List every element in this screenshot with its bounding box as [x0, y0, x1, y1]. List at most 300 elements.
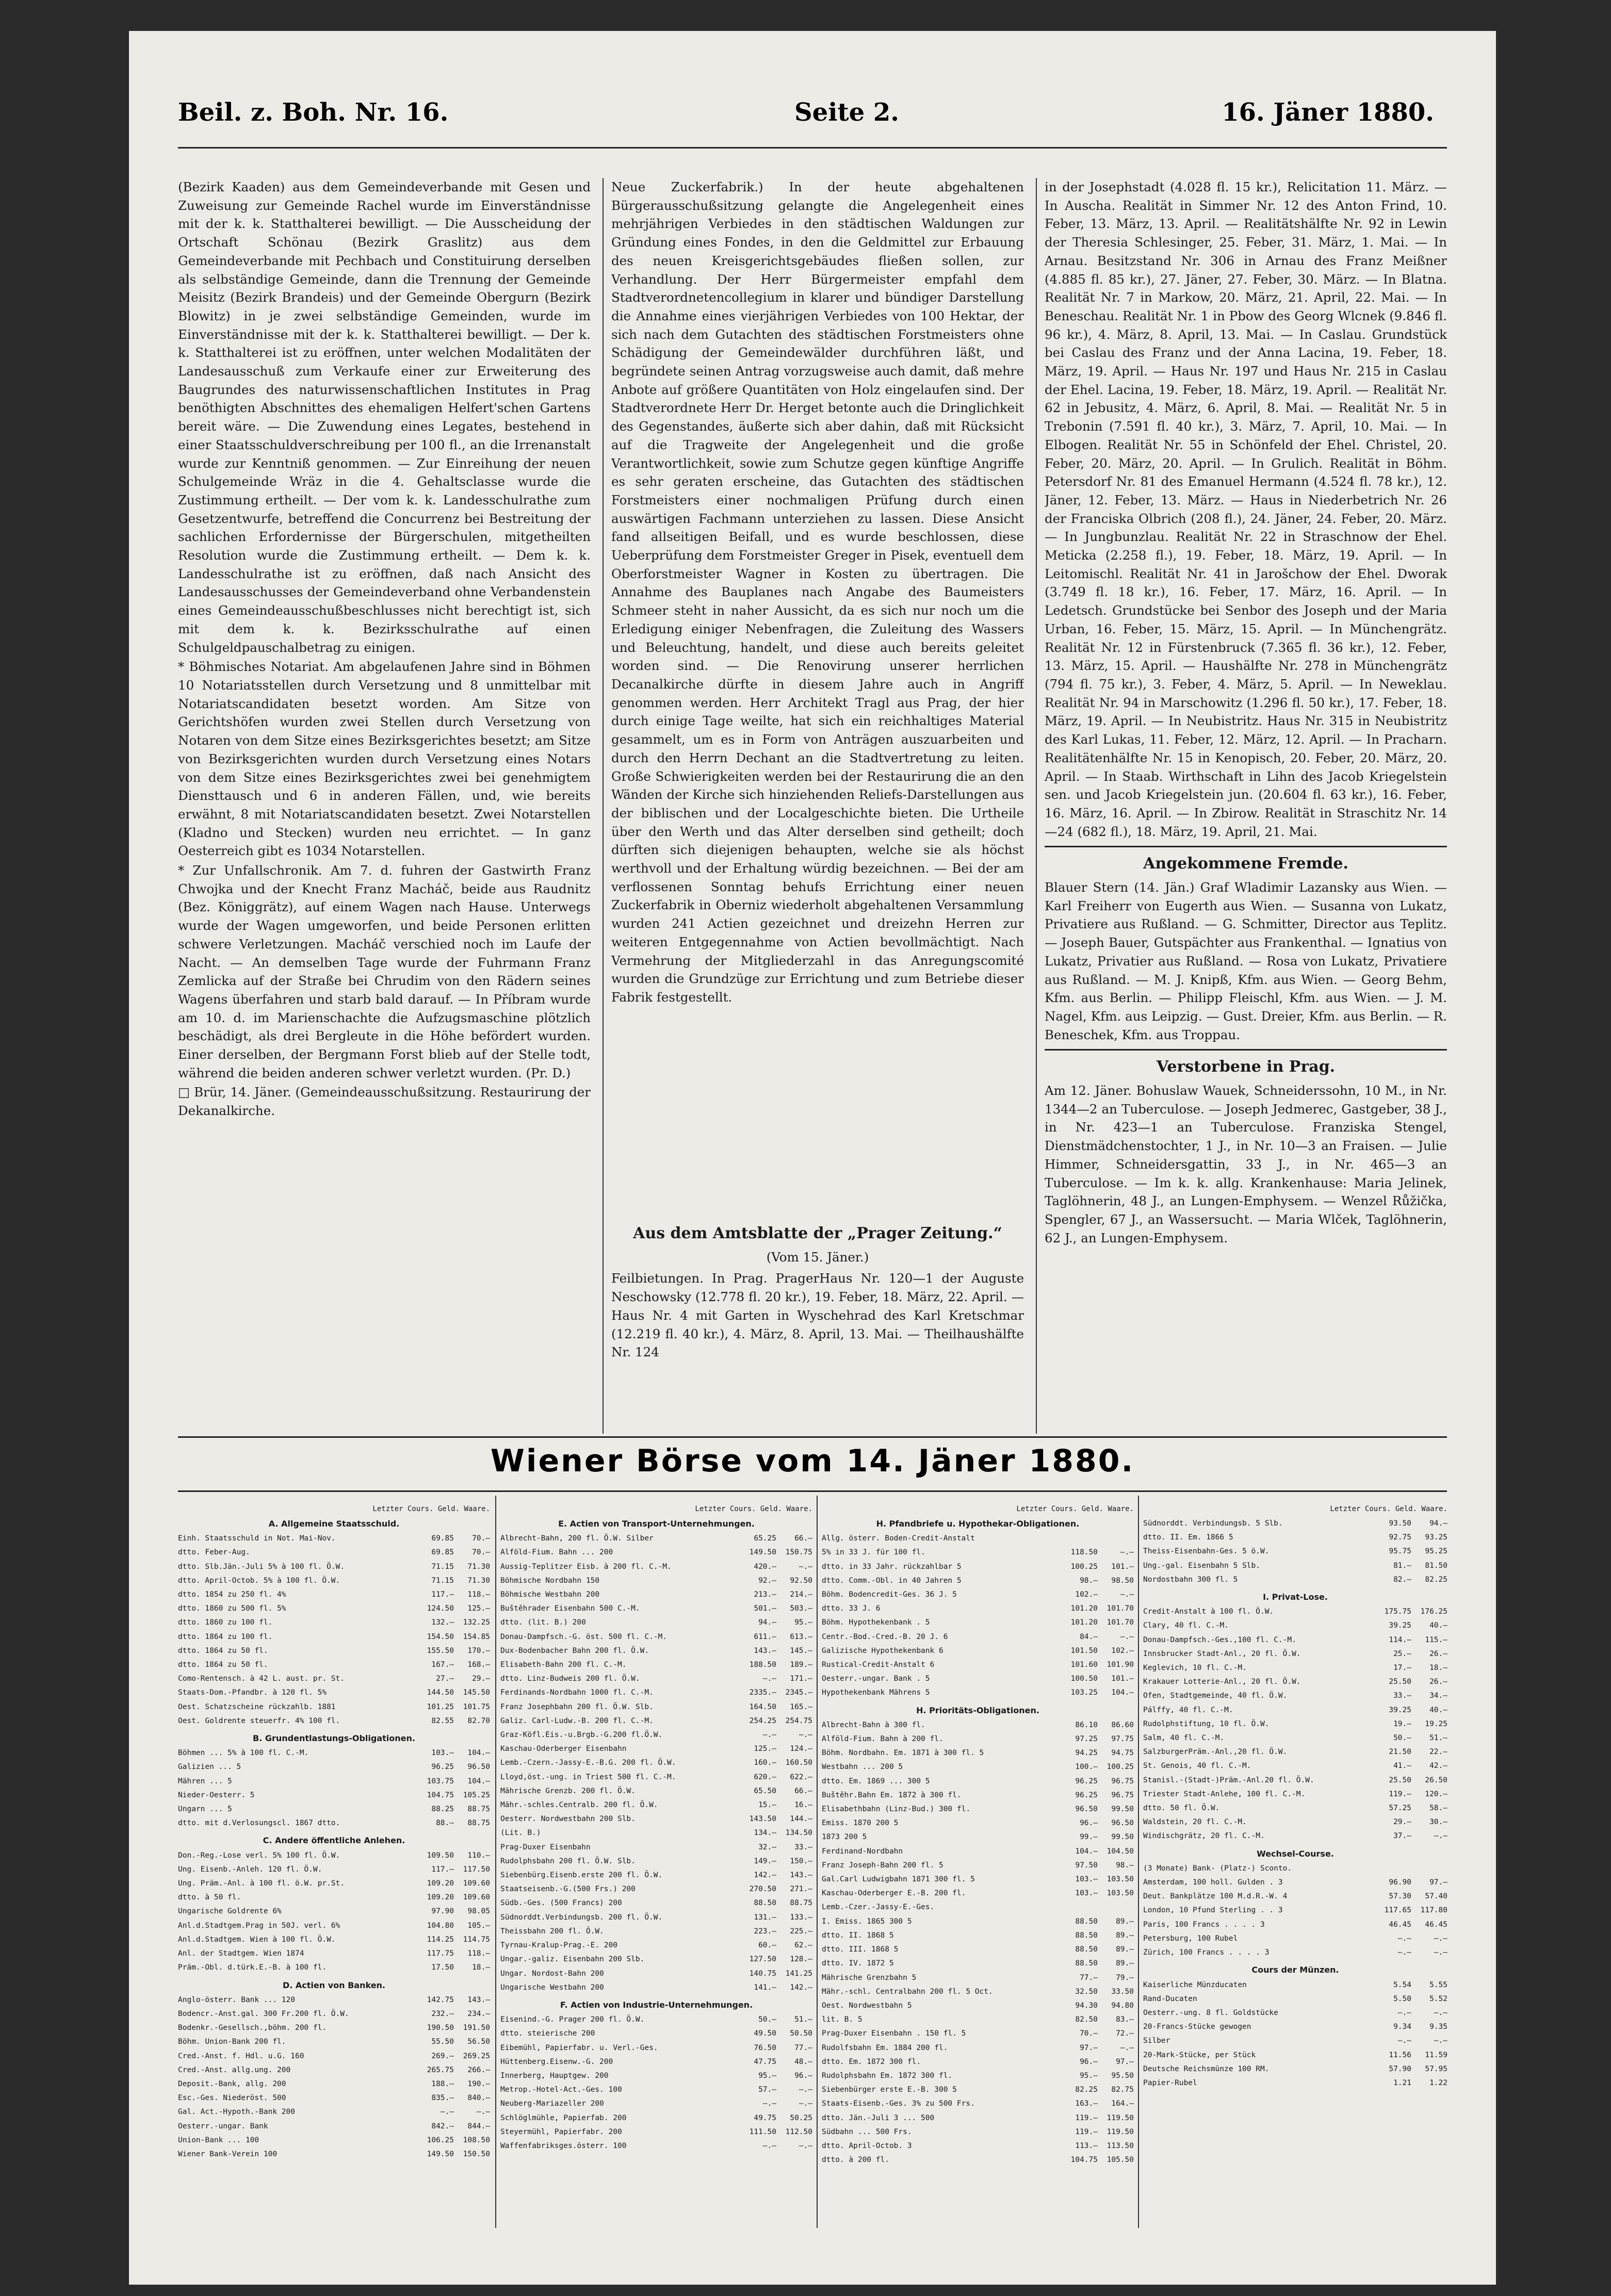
geld-value: 41.— [1393, 1762, 1411, 1770]
waare-value: 225.— [790, 1927, 812, 1936]
geld-value: 501.— [754, 1604, 776, 1613]
waare-value: 164.— [1111, 2100, 1134, 2108]
exchange-row [178, 1700, 490, 1714]
geld-value: 57.90 [1389, 2064, 1411, 2073]
geld-value: 88.50 [1075, 1917, 1098, 1926]
waare-value: —.— [1434, 1934, 1447, 1943]
geld-value: 163.— [1075, 2100, 1098, 2108]
waare-value: 118.— [467, 1949, 490, 1958]
waare-value: 92.50 [790, 1576, 812, 1585]
security-name: Union-Bank ... 100 [178, 2136, 259, 2144]
geld-value: 101.25 [427, 1702, 454, 1711]
security-name: dtto. 1854 zu 250 fl. 4% [178, 1590, 286, 1599]
security-name: Oesterr.-ung. 8 fl. Goldstücke [1143, 2008, 1278, 2017]
waare-value: 103.50 [1106, 1875, 1134, 1884]
security-name: 20-Francs-Stücke gewogen [1143, 2023, 1251, 2031]
security-name: Eibemühl, Papierfabr. u. Verl.-Ges. [500, 2043, 658, 2052]
geld-value: 88.50 [1075, 1931, 1098, 1940]
geld-value: 5.54 [1393, 1980, 1411, 1989]
exchange-row [822, 1915, 1134, 1929]
waare-value: 101.70 [1106, 1618, 1134, 1627]
waare-value: 189.— [790, 1661, 812, 1669]
waare-value: 109.60 [463, 1879, 490, 1888]
waare-value: 269.25 [463, 2052, 490, 2060]
security-name: Nordostbahn 300 fl. 5 [1143, 1575, 1238, 1584]
geld-value: 47.75 [754, 2057, 776, 2066]
waare-value: 844.— [467, 2122, 490, 2130]
waare-value: 266.— [467, 2065, 490, 2074]
exchange-row [822, 1560, 1134, 1574]
geld-value: 92.— [758, 1576, 776, 1585]
waare-value: 96.75 [1111, 1791, 1134, 1799]
waare-value: 89.— [1116, 1931, 1134, 1940]
exchange-row [1143, 1745, 1447, 1759]
exchange-row [500, 1714, 812, 1728]
security-name: dtto. in 33 Jahr. rückzahlbar 5 [822, 1562, 962, 1571]
amtsblatt-text: Feilbietungen. In Prag. PragerHaus Nr. 120—1 der Auguste Neschowsky (12.778 fl. 20 kr.), 19. Feber, 18. März, 22. April. — Haus Nr. 4 mit Garten in Wyschehrad des Karl Kretschmar (12.219 fl. 40 kr.), 4. März, 8. April, 13. Mai. — Theilhaushälfte Nr. 124 [611, 1271, 1024, 1360]
column-divider [603, 178, 604, 1434]
exchange-row [822, 1816, 1134, 1830]
security-name: Kaschau-Oderberger Eisenbahn [500, 1745, 627, 1753]
security-name: Rudolphsbahn 200 fl. Ö.W. Slb. [500, 1857, 636, 1865]
exchange-row [1143, 1992, 1447, 2006]
geld-value: 94.30 [1075, 2001, 1098, 2010]
waare-value: 51.— [794, 2015, 812, 2024]
security-name: Mähr.-schles.Centralb. 200 fl. Ö.W. [500, 1801, 658, 1810]
geld-value: 76.50 [754, 2043, 776, 2052]
security-name: Alföld-Fium. Bahn ... 200 [500, 1548, 613, 1557]
geld-value: 81.— [1393, 1561, 1411, 1570]
security-name: Eisenind.-G. Prager 200 fl. Ö.W. [500, 2015, 645, 2024]
security-name: (3 Monate) Bank- (Platz-) Sconto. [1143, 1864, 1292, 1873]
security-name: Tyrnau-Kralup-Prag.-E. 200 [500, 1941, 617, 1950]
exchange-divider [817, 1496, 818, 2228]
security-name: Oest. Schatzscheine rückzahlb. 1881 [178, 1702, 336, 1711]
waare-value: 105.25 [463, 1791, 490, 1799]
security-name: dtto. Em. 1869 ... 300 5 [822, 1777, 930, 1785]
security-name: Pálffy, 40 fl. C.-M. [1143, 1705, 1233, 1714]
security-name: Oesterr.-ungar. Bank [178, 2122, 268, 2130]
waare-value: —.— [1434, 2008, 1447, 2017]
exchange-row [500, 1574, 812, 1588]
exchange-row [178, 1802, 490, 1816]
security-name: Emiss. 1870 200 5 [822, 1819, 899, 1828]
security-name: Elisabeth-Bahn 200 fl. C.-M. [500, 1661, 627, 1669]
waare-value: 58.— [1429, 1804, 1447, 1813]
security-name: Theiss-Eisenbahn-Ges. 5 ö.W. [1143, 1547, 1270, 1556]
waare-value: 51.— [1429, 1734, 1447, 1743]
exchange-section-heading: I. Privat-Lose. [1263, 1592, 1328, 1602]
waare-value: 40.— [1429, 1621, 1447, 1630]
exchange-top-rule [178, 1436, 1447, 1438]
waare-value: 30.— [1429, 1818, 1447, 1827]
geld-value: 154.50 [427, 1632, 454, 1641]
exchange-row [178, 1574, 490, 1588]
waare-value: 104.50 [1106, 1847, 1134, 1856]
security-name: Böhm. Nordbahn. Em. 1871 à 300 fl. 5 [822, 1749, 984, 1758]
waare-value: 117.80 [1420, 1906, 1447, 1915]
waare-value: 72.— [1116, 2029, 1134, 2038]
exchange-row [500, 2083, 812, 2097]
geld-value: 17.50 [431, 1963, 454, 1972]
security-name: I. Emiss. 1865 300 5 [822, 1917, 912, 1926]
exchange-row [500, 1911, 812, 1925]
security-name: Oest. Nordwestbahn 5 [822, 2001, 912, 2010]
geld-value: 37.— [1393, 1832, 1411, 1841]
waare-value: 101.75 [463, 1702, 490, 1711]
security-name: Siebenbürg.Eisenb.erste 200 fl. Ö.W. [500, 1871, 663, 1880]
geld-value: 88.25 [431, 1805, 454, 1814]
waare-value: 57.40 [1425, 1892, 1447, 1901]
geld-value: 29.— [1393, 1818, 1411, 1827]
article-paragraph: * Zur Unfallschronik. Am 7. d. fuhren der Gastwirth Franz Chwojka und der Knecht Franz Macháč, beide aus Raudnitz (Bez. Königgrätz), auf einem Wagen nach Hause. Unterwegs wurde der Wagen umgeworfen, und beide Personen erlitten schwere Verletzungen. Macháč verschied noch im Laufe der Nacht. — An demselben Tage wurde der Fuhrmann Franz Zemlicka auf der Straße bei Chrudim von den Rädern seines Wagens überfahren und starb bald darauf. — In Příbram wurde am 10. d. im Marienschachte die Aufzugsmaschine plötzlich beschädigt, als drei Bergleute in die Höhe befördert wurden. Einer derselben, der Bergmann Forst blieb auf der Stelle todt, während die beiden anderen schwer verletzt wurden. (Pr. D.) [178, 863, 591, 1080]
waare-value: 105.— [467, 1921, 490, 1930]
geld-value: 142.75 [427, 1995, 454, 2004]
column-divider [1036, 178, 1037, 1434]
exchange-row [1143, 2034, 1447, 2048]
security-name: Südnorddt.Verbindungsb. 200 fl. Ö.W. [500, 1913, 663, 1922]
exchange-section-heading: C. Andere öffentliche Anlehen. [263, 1835, 405, 1846]
geld-value: 97.25 [1075, 1735, 1098, 1744]
exchange-row [178, 1560, 490, 1574]
waare-value: 66.— [794, 1534, 812, 1543]
security-name: Deposit.-Bank, allg. 200 [178, 2079, 286, 2088]
article-paragraph: □ Brür, 14. Jäner. (Gemeindeausschußsitzung. Restaurirung der Dekanalkirche. [178, 1085, 591, 1119]
security-name: Windischgrätz, 20 fl. C.-M. [1143, 1832, 1265, 1841]
exchange-row [500, 1630, 812, 1644]
waare-value: 100.25 [1106, 1763, 1134, 1772]
security-name: Rudolphstiftung, 10 fl. Ö.W. [1143, 1719, 1270, 1728]
waare-value: 110.— [467, 1851, 490, 1860]
waare-value: 117.50 [463, 1865, 490, 1874]
security-name: Esc.-Ges. Niederöst. 500 [178, 2094, 286, 2103]
exchange-row [178, 2091, 490, 2105]
geld-value: —.— [440, 2108, 454, 2117]
waare-value: 104.— [467, 1749, 490, 1758]
security-name: Deutsche Reichsmünze 100 RM. [1143, 2064, 1270, 2073]
security-name: Ofen, Stadtgemeinde, 40 fl. Ö.W. [1143, 1692, 1288, 1700]
security-name: 5% in 33 J. für 100 fl. [822, 1548, 925, 1557]
waare-value [1411, 1862, 1447, 1876]
security-name: Innsbrucker Stadt-Anl., 20 fl. Ö.W. [1143, 1649, 1301, 1658]
security-name: Siebenbürger erste E.-B. 300 5 [822, 2086, 957, 2094]
geld-value: 100.25 [1070, 1562, 1098, 1571]
security-name: (Lit. B.) [500, 1829, 541, 1838]
issue-date: 16. Jäner 1880. [1222, 98, 1434, 127]
exchange-row [500, 1784, 812, 1798]
waare-value: 71.30 [467, 1562, 490, 1571]
exchange-row [178, 1891, 490, 1905]
waare-value: 5.52 [1429, 1994, 1447, 2003]
geld-value: 265.75 [427, 2065, 454, 2074]
exchange-row [822, 2153, 1134, 2167]
security-name: Prag-Duxer Eisenbahn . 150 fl. 5 [822, 2029, 966, 2038]
exchange-row [1143, 1759, 1447, 1773]
geld-value: 96.50 [1075, 1805, 1098, 1814]
exchange-row [500, 1756, 812, 1770]
waare-value: —.— [1434, 2037, 1447, 2045]
security-name: Krakauer Lotterie-Anl., 20 fl. Ö.W. [1143, 1678, 1301, 1686]
exchange-row [178, 2147, 490, 2161]
geld-value: 49.75 [754, 2113, 776, 2122]
exchange-section-heading: H. Pfandbriefe u. Hypothekar-Obligationen. [876, 1519, 1080, 1529]
exchange-row [500, 2055, 812, 2069]
waare-value: 89.— [1116, 1945, 1134, 1954]
section-rule [1045, 846, 1447, 847]
security-name: Rudolfsbahn Em. 1884 200 fl. [822, 2043, 948, 2052]
geld-value: 270.50 [749, 1885, 776, 1894]
security-name: dtto. 50 fl. Ö.W. [1143, 1804, 1220, 1813]
security-name: Mähren ... 5 [178, 1777, 232, 1785]
exchange-row [822, 1887, 1134, 1900]
waare-value: 48.— [794, 2057, 812, 2066]
geld-value: 49.50 [754, 2029, 776, 2038]
geld-value: 143.— [754, 1646, 776, 1655]
geld-value [1067, 1900, 1098, 1914]
waare-value: 150.75 [785, 1548, 812, 1557]
waare-value: —.— [1434, 1948, 1447, 1957]
exchange-row [500, 1868, 812, 1882]
geld-value: 140.75 [749, 1969, 776, 1978]
geld-value: 88.50 [1075, 1945, 1098, 1954]
column-2 [611, 178, 1024, 1204]
waare-value: 5.55 [1429, 1980, 1447, 1989]
waare-value: 124.— [790, 1745, 812, 1753]
security-name: Kaiserliche Münzducaten [1143, 1980, 1247, 1989]
geld-value: 117.— [431, 1590, 454, 1599]
exchange-row [178, 1789, 490, 1802]
exchange-row [1143, 1619, 1447, 1633]
security-name: Hüttenberg.Eisenw.-G. 200 [500, 2057, 613, 2066]
waare-value: —.— [1434, 1832, 1447, 1841]
geld-value: 125.— [754, 1745, 776, 1753]
geld-value: 50.— [1393, 1734, 1411, 1743]
exchange-row [178, 1532, 490, 1546]
security-name: dtto. Em. 1872 300 fl. [822, 2057, 921, 2066]
geld-value: 25.50 [1389, 1678, 1411, 1686]
security-name: dtto. Linz-Budweis 200 fl. Ö.W. [500, 1675, 640, 1683]
waare-value: 143.— [790, 1871, 812, 1880]
security-name: Lemb.-Czern.-Jassy-E.-B.G. 200 fl. Ö.W. [500, 1759, 676, 1767]
waare-value: —.— [799, 2086, 812, 2094]
security-name: Wiener Bank-Verein 100 [178, 2150, 278, 2158]
security-name: Donau-Dampfsch.-Ges.,100 fl. C.-M. [1143, 1635, 1296, 1644]
exchange-row [1143, 1647, 1447, 1661]
geld-value: 190.50 [427, 2024, 454, 2032]
geld-value: 96.25 [431, 1763, 454, 1772]
exchange-row [500, 1532, 812, 1546]
security-name: Franz Josephbahn 200 fl. Ö.W. Slb. [500, 1702, 654, 1711]
security-name: dtto. April-Octob. 3 [822, 2141, 912, 2150]
geld-value: 117.65 [1384, 1906, 1411, 1915]
waare-value: 271.— [790, 1885, 812, 1894]
security-name: Alföld-Fium. Bahn à 200 fl. [822, 1735, 943, 1744]
geld-value: 149.50 [427, 2150, 454, 2158]
geld-value: 65.50 [754, 1786, 776, 1795]
geld-value: 32.50 [1075, 1987, 1098, 1996]
exchange-row [822, 2083, 1134, 2097]
security-name: Waldstein, 20 fl. C.-M. [1143, 1818, 1247, 1827]
exchange-column-4 [1143, 1505, 1447, 2090]
page-header [129, 98, 1496, 139]
geld-value: 842.— [431, 2122, 454, 2130]
geld-value: 223.— [754, 1927, 776, 1936]
exchange-row [178, 1546, 490, 1560]
waare-value: 82.75 [1111, 2086, 1134, 2094]
exchange-row [1143, 1946, 1447, 1960]
security-name: dtto. April-Octob. 5% à 100 fl. Ö.W. [178, 1576, 340, 1585]
newspaper-page [129, 31, 1496, 2285]
geld-value: 21.50 [1389, 1748, 1411, 1757]
waare-value: 98.— [1116, 1861, 1134, 1869]
security-name: dtto. 1860 zu 500 fl. 5% [178, 1604, 286, 1613]
waare-value: 101.70 [1106, 1604, 1134, 1613]
exchange-row [178, 2077, 490, 2091]
waare-value: 33.— [794, 1843, 812, 1851]
exchange-title: Wiener Börse vom 14. Jäner 1880. [490, 1443, 1135, 1479]
geld-value: 55.50 [431, 2038, 454, 2046]
security-name: Buštěhrader Eisenbahn 500 C.-M. [500, 1604, 640, 1613]
geld-value: 106.25 [427, 2136, 454, 2144]
exchange-row [178, 1714, 490, 1728]
security-name: Staats-Eisenb.-Ges. 3% zu 500 Frs. [822, 2100, 975, 2108]
section-rule [1045, 1049, 1447, 1051]
waare-value: 109.60 [463, 1893, 490, 1902]
waare-value: 99.50 [1111, 1833, 1134, 1842]
waare-value: 118.— [467, 1590, 490, 1599]
security-name: Präm.-Obl. d.türk.E.-B. à 100 fl. [178, 1963, 327, 1972]
exchange-row [822, 1658, 1134, 1672]
exchange-column-3 [822, 1505, 1134, 2167]
geld-value: 96.— [1080, 2057, 1098, 2066]
waare-value: 150.— [790, 1857, 812, 1865]
exchange-row [822, 1644, 1134, 1658]
geld-value: 103.75 [427, 1777, 454, 1785]
security-name: Südnorddt. Verbindungsb. 5 Slb. [1143, 1519, 1283, 1528]
exchange-row [500, 1798, 812, 1812]
security-name: Ungarn ... 5 [178, 1805, 232, 1814]
geld-value: —.— [1397, 2008, 1411, 2017]
fremde-title: Angekommene Fremde. [1143, 855, 1348, 873]
exchange-section-heading: E. Actien von Transport-Unternehmungen. [558, 1519, 755, 1529]
security-name: Böhm. Union-Bank 200 fl. [178, 2038, 286, 2046]
security-name: Zürich, 100 Francs . . . . 3 [1143, 1948, 1270, 1957]
geld-value: 99.— [1080, 1833, 1098, 1842]
geld-value: 144.50 [427, 1688, 454, 1697]
geld-value: 97.90 [431, 1907, 454, 1916]
waare-value: 108.50 [463, 2136, 490, 2144]
exchange-row [822, 1746, 1134, 1760]
security-name: dtto. II. Em. 1866 5 [1143, 1533, 1233, 1542]
security-name: Böhmen ... 5% à 100 fl. C.-M. [178, 1749, 309, 1758]
waare-value: 88.75 [467, 1819, 490, 1828]
security-name: dtto. Jän.-Juli 3 ... 500 [822, 2113, 935, 2122]
security-name: Buštěhr.Bahn Em. 1872 à 300 fl. [822, 1791, 962, 1799]
article-paragraph: Neue Zuckerfabrik.) In der heute abgehaltenen Bürgerausschußsitzung gelangte die Angelegenheit eines mehrjährigen Verbiedes in den städtischen Waldungen zur Gründung eines Fondes, in den die Geldmittel zur Erbauung des neuen Kreisgerichtsgebäudes fließen sollen, zur Verhandlung. Der Herr Bürgermeister empfahl dem Stadtverordnetencollegium in klarer und bündiger Darstellung die Annahme eines vierjährigen Verbiedes von 100 Hektar, der sich nach dem Gutachten des städtischen Forstmeisters ohne Schädigung der Gemeindewälder durchführen läßt, und begründete seinen Antrag vorzugsweise auch damit, daß mehre Anbote auf größere Quantitäten von Holz eingelaufen sind. Der Stadtverordnete Herr Dr. Herget betonte auch die Dringlichkeit des Gegenstandes, äußerte sich aber dahin, daß mit Rücksicht auf die Tragweite der Angelegenheit und die große Verantwortlichkeit, sowie zum Schutze gegen künftige Angriffe es sehr geraten erscheine, das Gutachten des städtischen Forstmeisters einer nochmaligen Prüfung durch einen auswärtigen Fachmann unterziehen zu lassen. Diese Ansicht fand allseitigen Beifall, und es wurde beschlossen, diese Ueberprüfung dem Forstmeister Greger in Pisek, eventuell dem Oberforstmeister Wagner in Kosten zu übertragen. Die Annahme des Bauplanes nach Angabe des Baumeisters Schmeer steht in naher Aussicht, da es sich nur noch um die Erledigung einiger Nebenfragen, die Zuleitung des Wassers und Beleuchtung, handelt, und diese auch bereits geleitet worden sind. — Die Renovirung unserer herrlichen Decanalkirche dürfte in diesem Jahre auch in Angriff genommen werden. Herr Architekt Tragl aus Prag, der hier durch einige Tage weilte, hat sich ein reichhaltiges Material gesammelt, um es in Form von Anträgen auszuarbeiten und durch den Herrn Dechant an die Stadtvertretung zu leiten. Große Schwierigkeiten werden bei der Restaurirung die an den Wänden der Kirche sich hinziehenden Reliefs-Darstellungen aus der biblischen und der Localgeschichte bieten. Die Urtheile über den Werth und das Alter derselben sind getheilt; doch dürften sich diejenigen behaupten, welche sie als höchst werthvoll und der Erhaltung würdig bezeichnen. — Bei der am verflossenen Sonntag behufs Errichtung einer neuen Zuckerfabrik in Oberniz wiederholt abgehaltenen Versammlung wurden 241 Actien gezeichnet und dreizehn Herren zur weiteren Entgegennahme von Actien bevollmächtigt. Nach Vermehrung der Mitgliederzahl in das Anregungscomité wurden die Grundzüge zur Errichtung und zum Betriebe dieser Fabrik festgestellt. [611, 179, 1024, 1005]
exchange-row [500, 2139, 812, 2153]
exchange-row [500, 1953, 812, 1966]
waare-value: 101.— [1111, 1562, 1134, 1571]
waare-value: 160.50 [785, 1759, 812, 1767]
waare-value: 98.50 [1111, 1576, 1134, 1585]
waare-value: 134.50 [785, 1829, 812, 1838]
security-name: Papier-Rubel [1143, 2078, 1197, 2087]
waare-value: 83.— [1116, 2015, 1134, 2024]
security-name: Donau-Dampfsch.-G. öst. 500 fl. C.-M. [500, 1632, 668, 1641]
security-name: Mährische Grenzb. 200 fl. Ö.W. [500, 1786, 636, 1795]
geld-value: 103.— [1075, 1875, 1098, 1884]
security-name: Lemb.-Czer.-Jassy-E.-Ges. [822, 1903, 935, 1912]
exchange-row [822, 2097, 1134, 2111]
geld-value: 104.— [1075, 1847, 1098, 1856]
column-1 [178, 178, 591, 1121]
waare-value: 89.— [1116, 1959, 1134, 1968]
waare-value: —.— [799, 2141, 812, 2150]
geld-value: 104.80 [427, 1921, 454, 1930]
geld-value: 111.50 [749, 2127, 776, 2136]
geld-value: 143.50 [749, 1815, 776, 1824]
exchange-row [178, 2007, 490, 2021]
geld-value: 88.— [436, 1819, 454, 1828]
geld-value: 119.— [1075, 2127, 1098, 2136]
exchange-row [1143, 1531, 1447, 1545]
waare-value: 104.— [1111, 1688, 1134, 1697]
geld-value: 96.90 [1389, 1878, 1411, 1887]
waare-value: 96.50 [467, 1763, 490, 1772]
security-name: Albrecht-Bahn, 200 fl. Ö.W. Silber [500, 1534, 654, 1543]
waare-value: 622.— [790, 1773, 812, 1781]
security-name: Anglo-österr. Bank ... 120 [178, 1995, 295, 2004]
exchange-row [178, 2063, 490, 2077]
geld-value: —.— [1397, 2037, 1411, 2045]
exchange-row [822, 1760, 1134, 1774]
security-name: Clary, 40 fl. C.-M. [1143, 1621, 1229, 1630]
geld-value: 167.— [431, 1661, 454, 1669]
geld-value: 117.— [431, 1865, 454, 1874]
exchange-column-2 [500, 1505, 812, 2153]
waare-value: 142.— [790, 1983, 812, 1992]
exchange-row [1143, 1703, 1447, 1717]
geld-value: 102.— [1075, 1590, 1098, 1599]
waare-value: 254.75 [785, 1716, 812, 1725]
security-name: Innerberg, Hauptgew. 200 [500, 2071, 609, 2080]
exchange-row [1143, 1559, 1447, 1573]
waare-value: 16.— [794, 1801, 812, 1810]
geld-value: 835.— [431, 2094, 454, 2103]
waare-value: 145.— [790, 1646, 812, 1655]
geld-value: 101.50 [1070, 1646, 1098, 1655]
waare-value: 89.— [1116, 1917, 1134, 1926]
geld-value: 71.15 [431, 1562, 454, 1571]
exchange-row [822, 1546, 1134, 1560]
waare-value: 50.25 [790, 2113, 812, 2122]
security-name: dtto. 1864 zu 50 fl. [178, 1661, 268, 1669]
geld-value: 155.50 [427, 1646, 454, 1655]
exchange-row [822, 1630, 1134, 1644]
geld-value: 100.50 [1070, 1675, 1098, 1683]
waare-value: 132.25 [463, 1618, 490, 1627]
waare-value: 154.85 [463, 1632, 490, 1641]
waare-value: 62.— [794, 1941, 812, 1950]
security-name: Allg. österr. Boden-Credit-Anstalt [822, 1534, 975, 1543]
security-name: Bodenkr.-Gesellsch.,böhm. 200 fl. [178, 2024, 327, 2032]
geld-value: 134.— [754, 1829, 776, 1838]
geld-value: 70.— [1080, 2029, 1098, 2038]
waare-value: 19.25 [1425, 1719, 1447, 1728]
exchange-section-heading: Cours der Münzen. [1251, 1965, 1339, 1975]
geld-value: 114.25 [427, 1935, 454, 1944]
security-name: Böhmische Westbahn 200 [500, 1590, 600, 1599]
